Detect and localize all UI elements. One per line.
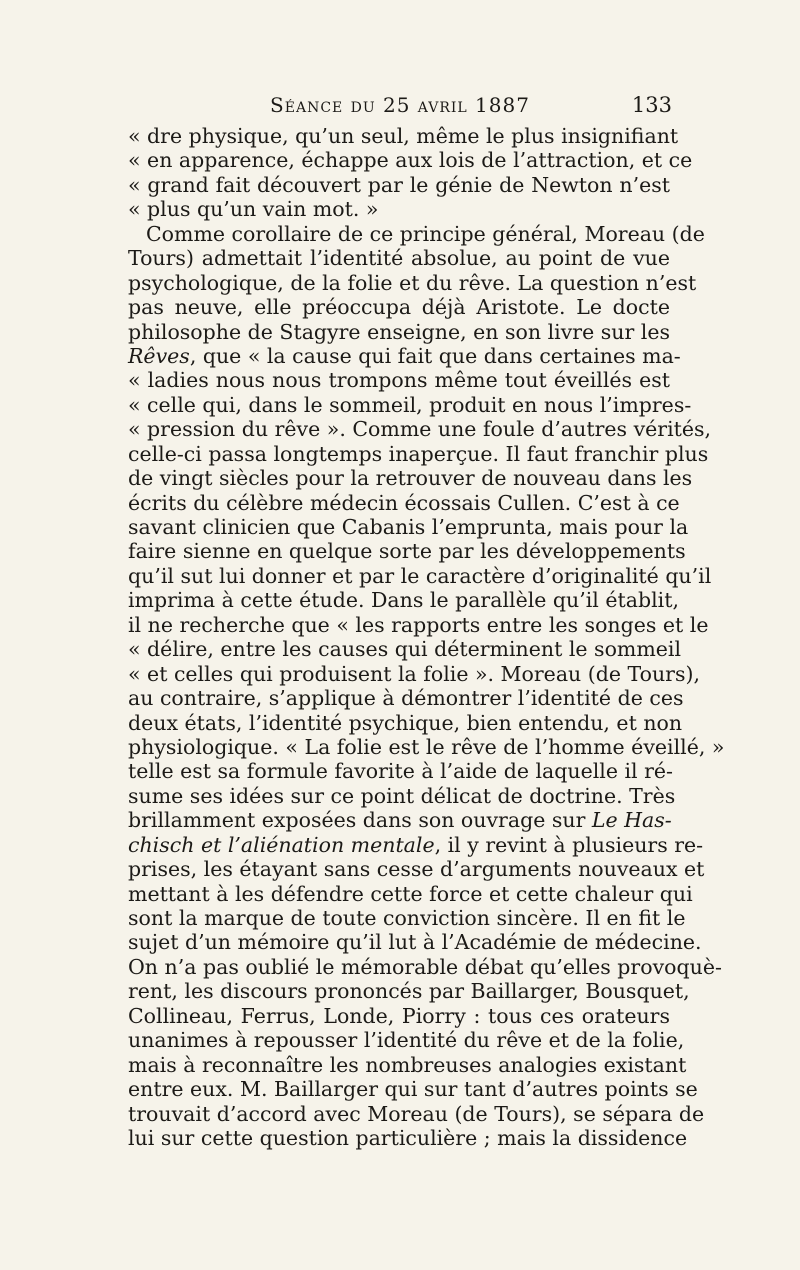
line-text: mais à reconnaître les nombreuses analogies existant: [128, 1052, 687, 1077]
text-line: [128, 612, 709, 637]
line-text: Tours) admettait l’identité absolue, au point de vue: [128, 246, 670, 271]
line-text: telle est sa formule favorite à l’aide de laquelle il ré-: [128, 759, 673, 784]
text-line: [128, 637, 682, 662]
line-text: lui sur cette question particulière ; mais la dissidence: [128, 1125, 688, 1150]
text-line: [128, 539, 686, 564]
text-line: [128, 148, 693, 173]
text-line: [128, 808, 670, 832]
text-line: [128, 343, 681, 368]
text-line: [128, 1125, 688, 1150]
line-text: psychologique, de la folie et du rêve. La question n’est: [128, 270, 697, 295]
text-line: [128, 417, 712, 442]
text-line: [128, 588, 679, 613]
line-text: sujet d’un mémoire qu’il lut à l’Académie de médecine.: [128, 930, 702, 955]
text-line: [128, 979, 690, 1004]
line-text: celle-ci passa longtemps inaperçue. Il faut franchir plus: [128, 441, 709, 466]
running-head: [128, 93, 672, 123]
line-text: deux états, l’identité psychique, bien entendu, et non: [128, 710, 683, 735]
line-text: rent, les discours prononcés par Baillarger, Bousquet,: [128, 979, 690, 1004]
text-line: [128, 392, 692, 417]
line-text: « pression du rêve ». Comme une foule d’autres vérités,: [128, 417, 712, 442]
text-line: [128, 832, 704, 857]
header-title: Séance du 25 avril 1887: [270, 93, 530, 117]
line-text: mettant à les défendre cette force et cette chaleur qui: [128, 881, 693, 906]
line-text: imprima à cette étude. Dans le parallèle qu’il établit,: [128, 588, 679, 613]
text-line: [128, 759, 673, 784]
line-text: prises, les étayant sans cesse d’arguments nouveaux et: [128, 857, 705, 882]
line-text: écrits du célèbre médecin écossais Cullen. C’est à ce: [128, 490, 680, 515]
line-text: de vingt siècles pour la retrouver de nouveau dans les: [128, 466, 693, 491]
text-line: [128, 661, 700, 686]
line-text: « grand fait découvert par le génie de Newton n’est: [128, 172, 670, 197]
text-line: [128, 563, 712, 588]
line-text: sont la marque de toute conviction sincère. Il en fit le: [128, 906, 686, 930]
text-line: [128, 686, 684, 711]
page-number: 133: [631, 93, 672, 117]
line-text: « en apparence, échappe aux lois de l’attraction, et ce: [128, 148, 693, 173]
line-text: entre eux. M. Baillarger qui sur tant d’autres points se: [128, 1077, 698, 1102]
text-line: [128, 295, 670, 319]
italic-title: Rêves: [128, 343, 190, 368]
text-line: [128, 246, 670, 270]
line-text: « délire, entre les causes qui déterminent le sommeil: [128, 637, 682, 662]
text-line: [128, 368, 670, 392]
text-line: [128, 490, 680, 515]
text-line: [128, 930, 702, 955]
text-line: [128, 515, 689, 539]
text-line: [128, 1004, 670, 1028]
text-line: [128, 197, 670, 221]
line-text: « dre physique, qu’un seul, même le plus insignifiant: [128, 124, 679, 148]
line-text: brillamment exposées dans son ouvrage sur: [128, 808, 592, 833]
line-text: pas neuve, elle préoccupa déjà Aristote. Le docte: [128, 295, 670, 320]
line-text: sume ses idées sur ce point délicat de doctrine. Très: [128, 783, 676, 808]
line-text: savant clinicien que Cabanis l’emprunta, mais pour la: [128, 515, 689, 539]
text-line: [128, 1028, 685, 1053]
line-text: au contraire, s’applique à démontrer l’identité de ces: [128, 686, 684, 711]
line-text: Comme corollaire de ce principe général, Moreau (de: [146, 221, 705, 246]
line-text: unanimes à repousser l’identité du rêve et de la folie,: [128, 1028, 685, 1053]
text-line: [128, 881, 693, 906]
line-text: On n’a pas oublié le mémorable débat qu’elles provoquè-: [128, 954, 722, 979]
italic-title: chisch et l’aliénation mentale: [128, 832, 435, 857]
text-line: [128, 221, 705, 246]
line-text: faire sienne en quelque sorte par les développements: [128, 539, 686, 564]
body-text: [128, 124, 725, 1150]
italic-title: Le Has-: [591, 808, 672, 833]
text-line: [128, 173, 670, 197]
line-text: « ladies nous nous trompons même tout éveillés est: [128, 368, 670, 393]
text-line: [128, 441, 709, 466]
text-line: [128, 906, 686, 930]
line-text: « celle qui, dans le sommeil, produit en nous l’impres-: [128, 392, 692, 417]
text-line: [128, 954, 722, 979]
text-line: [128, 1052, 687, 1077]
line-text: « plus qu’un vain mot. »: [128, 197, 379, 222]
line-text: « et celles qui produisent la folie ». Moreau (de Tours),: [128, 661, 700, 686]
text-line: [128, 1101, 705, 1126]
text-line: [128, 710, 683, 735]
text-line: [128, 1077, 698, 1102]
line-text: qu’il sut lui donner et par le caractère d’originalité qu’il: [128, 563, 712, 588]
text-line: [128, 783, 676, 808]
line-text: , il y revint à plusieurs re-: [434, 832, 704, 857]
text-line: [128, 320, 670, 344]
text-line: [128, 124, 679, 148]
line-text: physiologique. « La folie est le rêve de l’homme éveillé, »: [128, 734, 725, 759]
text-line: [128, 270, 697, 295]
line-text: il ne recherche que « les rapports entre les songes et le: [128, 612, 709, 637]
line-text: , que « la cause qui fait que dans certaines ma-: [189, 343, 681, 368]
line-text: philosophe de Stagyre enseigne, en son livre sur les: [128, 319, 670, 344]
text-line: [128, 466, 693, 491]
text-line: [128, 734, 725, 759]
text-line: [128, 857, 705, 882]
line-text: Collineau, Ferrus, Londe, Piorry : tous ces orateurs: [128, 1003, 670, 1028]
line-text: trouvait d’accord avec Moreau (de Tours), se sépara de: [128, 1101, 705, 1126]
